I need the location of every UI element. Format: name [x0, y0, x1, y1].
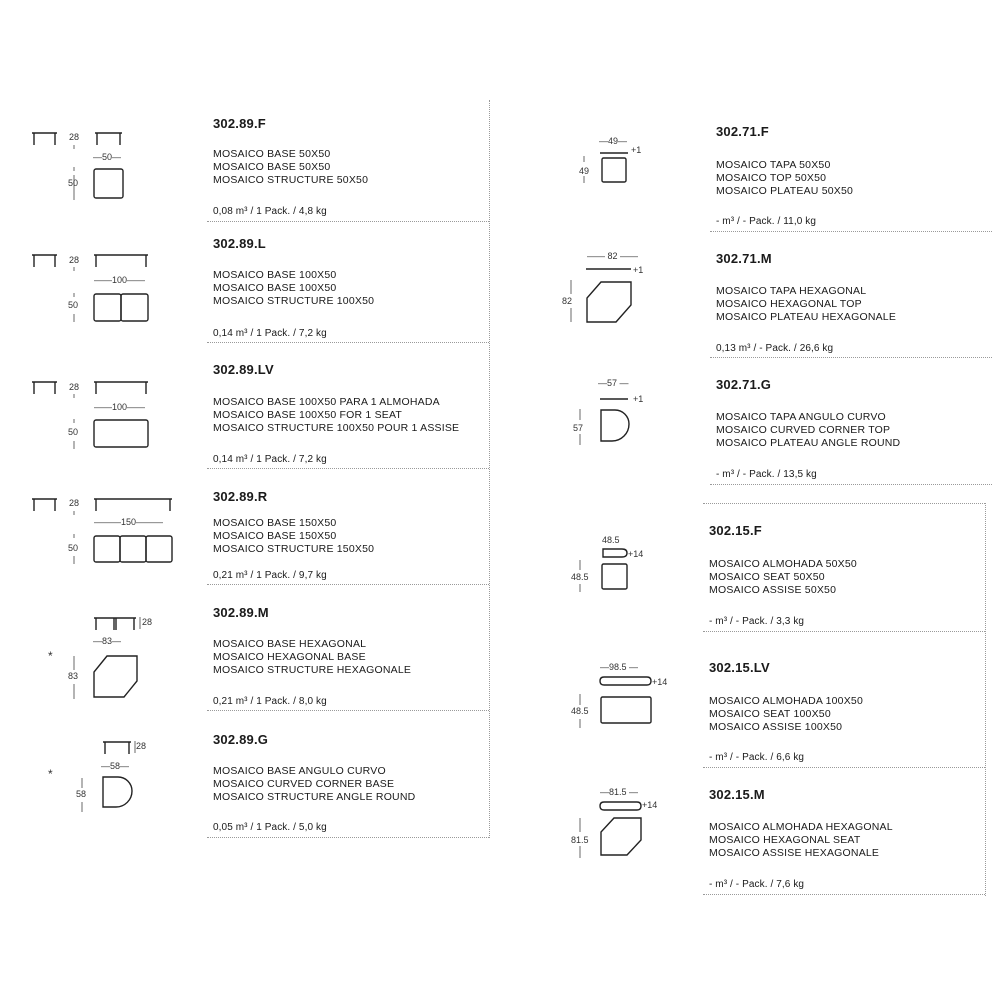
asterisk-note: *: [48, 649, 53, 663]
product-code: 302.15.M: [709, 787, 765, 802]
product-names: [213, 396, 459, 435]
product-code: 302.89.L: [213, 236, 266, 251]
name-fr: MOSAICO PLATEAU ANGLE ROUND: [716, 437, 901, 449]
name-fr: MOSAICO PLATEAU HEXAGONALE: [716, 311, 897, 323]
depth-dim: 49: [579, 166, 590, 176]
row-separator: [207, 468, 489, 469]
product-names: [709, 695, 863, 734]
name-en: MOSAICO BASE 100X50: [213, 282, 337, 294]
product-meta: 0,08 m³ / 1 Pack. / 4,8 kg: [213, 206, 327, 217]
name-es: MOSAICO ALMOHADA 100X50: [709, 695, 863, 707]
height-dim: 28: [142, 617, 153, 627]
product-code: 302.71.M: [716, 251, 772, 266]
row-separator: [207, 221, 489, 222]
name-fr: MOSAICO ASSISE 50X50: [709, 584, 837, 596]
product-code: 302.71.G: [716, 377, 772, 392]
name-es: MOSAICO BASE ANGULO CURVO: [213, 765, 386, 777]
depth-dim: 50: [68, 427, 79, 437]
row-separator: [207, 710, 489, 711]
extra-dim: +1: [633, 265, 644, 275]
depth-dim: 58: [76, 789, 87, 799]
row-separator: [710, 357, 992, 358]
product-names: [709, 558, 857, 597]
height-dim: 28: [69, 255, 80, 265]
row-separator: [207, 837, 489, 838]
column-divider: [489, 100, 490, 838]
extra-dim: +1: [633, 394, 644, 404]
row-separator: [703, 631, 985, 632]
product-code: 302.89.R: [213, 489, 268, 504]
name-es: MOSAICO ALMOHADA HEXAGONAL: [709, 821, 893, 833]
depth-dim: 81.5: [571, 835, 589, 845]
name-en: MOSAICO CURVED CORNER BASE: [213, 778, 395, 790]
name-es: MOSAICO TAPA HEXAGONAL: [716, 285, 867, 297]
product-names: [716, 411, 900, 450]
name-es: MOSAICO BASE 100X50: [213, 269, 337, 281]
product-names: [709, 821, 893, 860]
name-es: MOSAICO BASE 100X50 PARA 1 ALMOHADA: [213, 396, 440, 408]
product-code: 302.15.LV: [709, 660, 770, 675]
product-meta: 0,14 m³ / 1 Pack. / 7,2 kg: [213, 328, 327, 339]
width-dim: 48.5: [602, 535, 620, 545]
depth-dim: 82: [562, 296, 573, 306]
product-meta: 0,05 m³ / 1 Pack. / 5,0 kg: [213, 822, 327, 833]
name-en: MOSAICO HEXAGONAL BASE: [213, 651, 366, 663]
name-en: MOSAICO BASE 100X50 FOR 1 SEAT: [213, 409, 403, 421]
name-en: MOSAICO HEXAGONAL TOP: [716, 298, 862, 310]
product-names: [213, 517, 374, 556]
product-meta: 0,13 m³ / - Pack. / 26,6 kg: [716, 343, 834, 354]
product-names: [213, 638, 411, 677]
extra-dim: +1: [631, 145, 642, 155]
name-en: MOSAICO SEAT 100X50: [709, 708, 831, 720]
depth-dim: 50: [68, 543, 79, 553]
product-code: 302.71.F: [716, 124, 769, 139]
name-fr: MOSAICO PLATEAU 50X50: [716, 185, 854, 197]
width-dim: —81.5 —: [600, 787, 639, 797]
name-es: MOSAICO BASE 150X50: [213, 517, 337, 529]
row-separator: [710, 484, 992, 485]
product-names: [716, 159, 853, 198]
depth-dim: 57: [573, 423, 584, 433]
height-dim: 28: [69, 382, 80, 392]
right-block-divider: [985, 503, 986, 896]
name-fr: MOSAICO STRUCTURE 100X50 POUR 1 ASSISE: [213, 422, 460, 434]
width-dim: —98.5 —: [600, 662, 639, 672]
product-code: 302.89.G: [213, 732, 269, 747]
depth-dim: 50: [68, 300, 79, 310]
width-dim: —57 —: [598, 378, 629, 388]
product-code: 302.89.F: [213, 116, 266, 131]
width-dim: —83—: [93, 636, 122, 646]
row-separator: [703, 894, 985, 895]
name-fr: MOSAICO ASSISE 100X50: [709, 721, 843, 733]
depth-dim: 48.5: [571, 706, 589, 716]
product-names: [213, 765, 415, 804]
product-meta: - m³ / - Pack. / 11,0 kg: [716, 216, 817, 227]
name-en: MOSAICO TOP 50X50: [716, 172, 827, 184]
extra-dim: +14: [652, 677, 668, 687]
name-en: MOSAICO BASE 150X50: [213, 530, 337, 542]
product-meta: 0,14 m³ / 1 Pack. / 7,2 kg: [213, 454, 327, 465]
extra-dim: +14: [628, 549, 644, 559]
width-dim: —— 82 ——: [587, 251, 639, 261]
product-meta: - m³ / - Pack. / 7,6 kg: [709, 879, 805, 890]
name-fr: MOSAICO STRUCTURE HEXAGONALE: [213, 664, 412, 676]
width-dim: ———150———: [94, 517, 164, 527]
product-code: 302.15.F: [709, 523, 762, 538]
seat-hexagonal-drawing: [0, 0, 1, 1]
product-names: [213, 148, 368, 187]
depth-dim: 48.5: [571, 572, 589, 582]
height-dim: 28: [136, 741, 147, 751]
product-meta: - m³ / - Pack. / 6,6 kg: [709, 752, 805, 763]
depth-dim: 83: [68, 671, 79, 681]
name-fr: MOSAICO STRUCTURE ANGLE ROUND: [213, 791, 416, 803]
product-meta: - m³ / - Pack. / 3,3 kg: [709, 616, 805, 627]
name-en: MOSAICO BASE 50X50: [213, 161, 331, 173]
product-code: 302.89.M: [213, 605, 269, 620]
name-en: MOSAICO SEAT 50X50: [709, 571, 825, 583]
name-es: MOSAICO BASE HEXAGONAL: [213, 638, 367, 650]
name-es: MOSAICO BASE 50X50: [213, 148, 331, 160]
row-separator: [207, 584, 489, 585]
name-en: MOSAICO HEXAGONAL SEAT: [709, 834, 861, 846]
name-fr: MOSAICO ASSISE HEXAGONALE: [709, 847, 880, 859]
product-code: 302.89.LV: [213, 362, 274, 377]
right-block-top-rule: [703, 503, 985, 504]
row-separator: [703, 767, 985, 768]
width-dim: —50—: [93, 152, 122, 162]
row-separator: [207, 342, 489, 343]
height-dim: 28: [69, 132, 80, 142]
product-names: [716, 285, 896, 324]
width-dim: ——100——: [94, 402, 146, 412]
product-names: [213, 269, 374, 308]
name-es: MOSAICO TAPA 50X50: [716, 159, 831, 171]
name-es: MOSAICO ALMOHADA 50X50: [709, 558, 857, 570]
depth-dim: 50: [68, 178, 79, 188]
asterisk-note: *: [48, 767, 53, 781]
row-separator: [710, 231, 992, 232]
name-fr: MOSAICO STRUCTURE 100X50: [213, 295, 375, 307]
product-meta: 0,21 m³ / 1 Pack. / 8,0 kg: [213, 696, 327, 707]
width-dim: —58—: [101, 761, 130, 771]
name-fr: MOSAICO STRUCTURE 50X50: [213, 174, 369, 186]
width-dim: ——100——: [94, 275, 146, 285]
name-en: MOSAICO CURVED CORNER TOP: [716, 424, 891, 436]
height-dim: 28: [69, 498, 80, 508]
product-meta: 0,21 m³ / 1 Pack. / 9,7 kg: [213, 570, 327, 581]
name-es: MOSAICO TAPA ANGULO CURVO: [716, 411, 886, 423]
width-dim: —49—: [599, 136, 628, 146]
extra-dim: +14: [642, 800, 658, 810]
product-meta: - m³ / - Pack. / 13,5 kg: [716, 469, 817, 480]
name-fr: MOSAICO STRUCTURE 150X50: [213, 543, 375, 555]
